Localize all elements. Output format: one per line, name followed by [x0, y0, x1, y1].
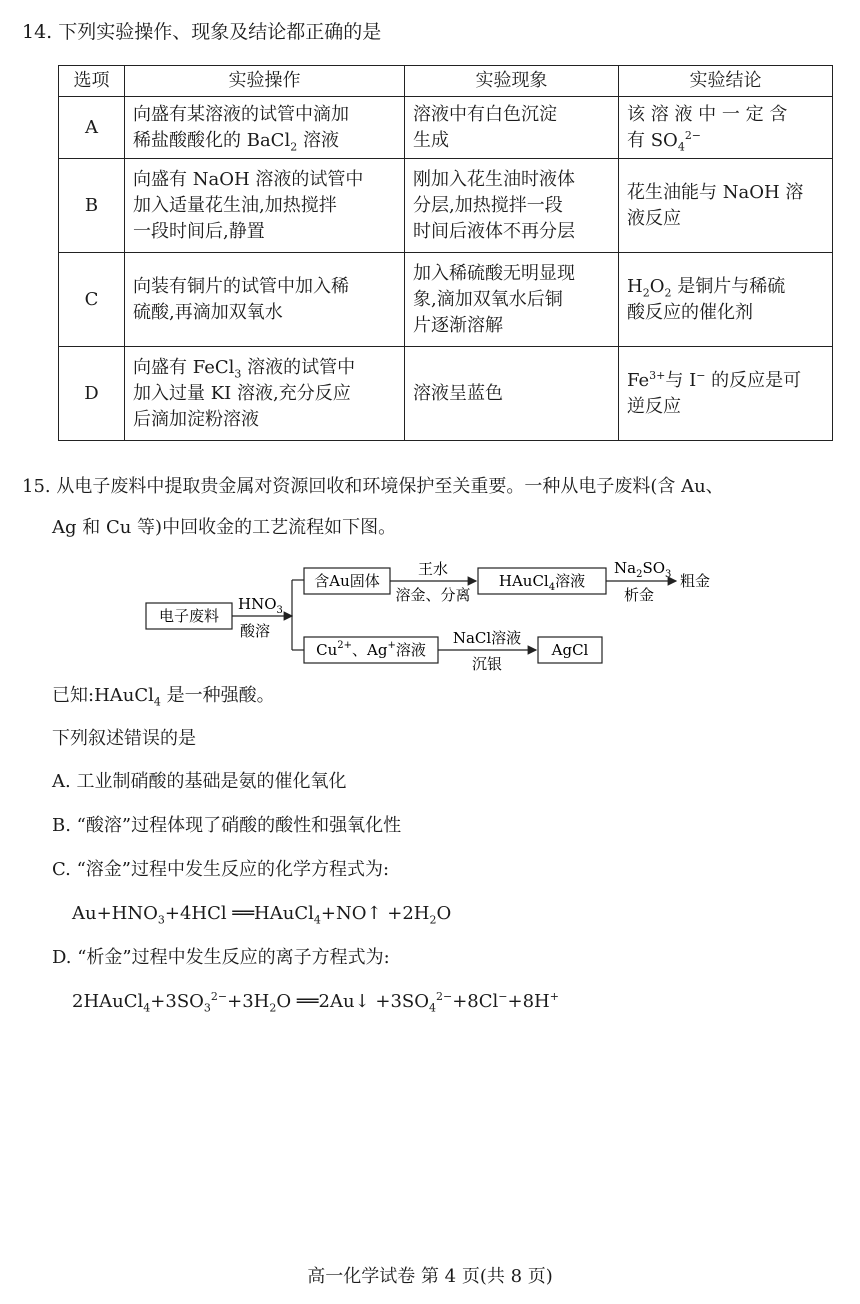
question-14-title: 14. 下列实验操作、现象及结论都正确的是 — [22, 21, 382, 43]
row-operation: 向装有铜片的试管中加入稀 硫酸,再滴加双氧水 — [125, 253, 405, 347]
label-na2so3: $Na_2SO_3$ — [614, 559, 672, 580]
header-operation: 实验操作 — [125, 66, 405, 97]
table-row — [59, 159, 833, 253]
equation-d: $2HAuCl_4+3SO_3^{2-}+3H_2O$ ══2Au↓ $+3SO_4^{2-}+8Cl^-+8H^+$ — [72, 990, 559, 1015]
option-d: D. “析金”过程中发生反应的离子方程式为: — [52, 947, 390, 968]
row-option: C — [59, 253, 125, 347]
row-option: B — [59, 159, 125, 253]
row-conclusion: $Fe^{3+}$与 I− 的反应是可 逆反应 — [619, 347, 833, 441]
label-nacl: NaCl溶液 — [452, 629, 522, 647]
row-option: D — [59, 347, 125, 441]
option-a: A. 工业制硝酸的基础是氨的催化氧化 — [52, 771, 347, 792]
row-conclusion: 花生油能与 NaOH 溶 液反应 — [619, 159, 833, 253]
row-option: A — [59, 97, 125, 159]
header-conclusion: 实验结论 — [619, 66, 833, 97]
row-phenomenon: 溶液呈蓝色 — [405, 347, 619, 441]
option-c: C. “溶金”过程中发生反应的化学方程式为: — [52, 859, 390, 880]
row-phenomenon: 刚加入花生油时液体 分层,加热搅拌一段 时间后液体不再分层 — [405, 159, 619, 253]
equation-c: $Au+HNO_3+4HCl$ ══HAuCl$_4$+NO↑ $+2H_2O$ — [72, 903, 452, 927]
header-option: 选项 — [59, 66, 125, 97]
option-b: B. “酸溶”过程体现了硝酸的酸性和强氧化性 — [52, 815, 402, 836]
label-solution: $Cu^{2+}$、Ag+溶液 — [316, 640, 426, 659]
row-phenomenon: 溶液中有白色沉淀 生成 — [405, 97, 619, 159]
row-operation: 向盛有 FeCl$_3$ 溶液的试管中 加入过量 KI 溶液,充分反应 后滴加淀粉溶液 — [125, 347, 405, 441]
label-au-solid: 含Au固体 — [314, 572, 380, 590]
label-aqua-regia: 王水 — [417, 560, 449, 578]
row-operation: 向盛有某溶液的试管中滴加 稀盐酸酸化的 BaCl$_2$ 溶液 — [125, 97, 405, 159]
row-conclusion: $H_2O_2$ 是铜片与稀硫 酸反应的催化剂 — [619, 253, 833, 347]
label-agcl: AgCl — [551, 641, 589, 659]
label-crude-gold: 粗金 — [680, 572, 711, 590]
process-flowchart — [140, 558, 760, 678]
header-phenomenon: 实验现象 — [405, 66, 619, 97]
table-header-row — [59, 66, 833, 97]
label-hno3: $HNO_3$ — [238, 595, 283, 616]
row-phenomenon: 加入稀硫酸无明显现 象,滴加双氧水后铜 片逐渐溶解 — [405, 253, 619, 347]
label-acid-step: 酸溶 — [240, 622, 271, 640]
label-e-waste: 电子废料 — [158, 607, 220, 625]
question-15-ask: 下列叙述错误的是 — [52, 728, 196, 749]
question-15-line1: 15. 从电子废料中提取贵金属对资源回收和环境保护至关重要。一种从电子废料(含 Au、 — [22, 476, 724, 497]
label-haucl4: HAuCl$_4$溶液 — [498, 572, 586, 593]
known-condition: 已知:HAuCl$_4$ 是一种强酸。 — [52, 685, 275, 709]
label-dissolve-step: 溶金、分离 — [395, 586, 471, 604]
label-precip-step: 析金 — [624, 586, 655, 604]
label-silver-step: 沉银 — [471, 655, 503, 673]
row-conclusion: 该 溶 液 中 一 定 含 有 $SO_4^{2-}$ — [619, 97, 833, 159]
row-operation: 向盛有 NaOH 溶液的试管中 加入适量花生油,加热搅拌 一段时间后,静置 — [125, 159, 405, 253]
table-row — [59, 347, 833, 441]
table-row — [59, 97, 833, 159]
page-footer: 高一化学试卷 第 4 页(共 8 页) — [307, 1266, 553, 1287]
question-15-line2: Ag 和 Cu 等)中回收金的工艺流程如下图。 — [52, 517, 397, 538]
experiment-table — [58, 65, 833, 441]
table-row — [59, 253, 833, 347]
